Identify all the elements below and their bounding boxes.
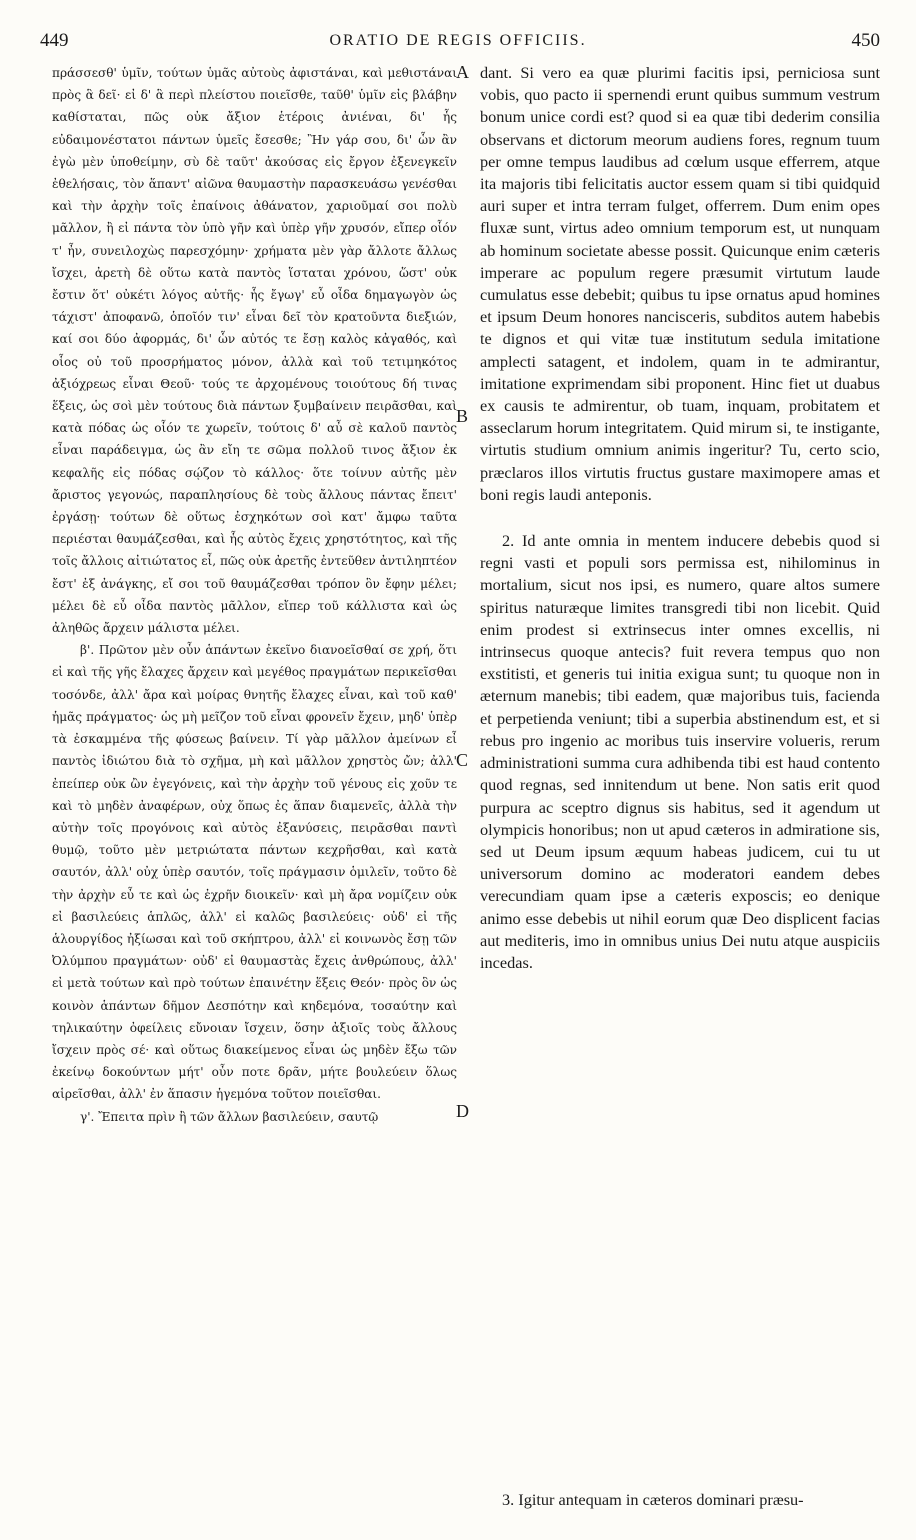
margin-marker-a: A [456, 62, 469, 82]
page-number-left: 449 [40, 30, 69, 51]
greek-column [52, 62, 457, 1128]
latin-column [480, 62, 880, 1509]
latin-paragraph-3: 3. Igitur antequam in cæteros dominari præsu- [502, 1490, 804, 1509]
greek-paragraph-3: γ'. Ἔπειτα πρὶν ἢ τῶν ἄλλων βασιλεύειν, σαυτῷ [80, 1109, 379, 1124]
page-header [0, 30, 916, 54]
margin-marker-d: D [456, 1101, 469, 1121]
margin-marker-c: C [456, 750, 469, 770]
greek-paragraph-1: πράσσεσθ' ὑμῖν, τούτων ὑμᾶς αὐτοὺς ἀφιστάναι, καὶ μεθιστάναι πρὸς ἃ δεῖ· εἰ δ' ἃ περὶ πλείστου ποιεῖσθε, ταῦθ' ὑμῖν εἰς βλάβην καθίσταται, πῶς οὐκ ἄξιον ἑτέροις ἀνιέναι, δι' ἧς εὐδαιμονέστατοι πάντων ὑμεῖς ἔσεσθε; Ἢν γάρ σου, δι' ὧν ἂν ἐγὼ μὲν ὑποθείμην, σὺ δὲ ταῦτ' ἀκούσας εἰς ἔργον ἐξενεγκεῖν ἐθελήσαις, τὸν ἅπαντ' αἰῶνα θαυμαστὴν παρασκευάσω γενέσθαι καὶ τὴν ἀρχὴν τοῖς ἐπαίνοις ἀθάνατον, χαριοῦμαί σοι πολὺ μᾶλλον, ἢ εἰ πάντα τὸν ὑπὸ γῆν καὶ ὑπὲρ γῆν χρυσόν, εἴπερ οἷόν τ' ἦν, συνειλοχὼς παρεσχόμην· χρήματα μὲν γὰρ ἄλλοτε ἄλλως ἴσχει, ἀρετὴ δὲ οὕτω κατὰ παντὸς ἵσταται χρόνου, ὥστ' οὐκ ἔστιν ὅτ' οὐκέτι λόγος αὐτῆς· ἧς ἔγωγ' εὖ οἶδα δημαγωγὸν ὡς τάχιστ' ἀποφανῶ, ὁποῖόν τιν' εἶναι δεῖ τὸν κρατοῦντα διεξιών, καί σοι δύο ἀφορμάς, δι' ὧν αὐτός τε ἔσῃ καλὸς κἀγαθός, καὶ οἷος οὐ τοῦ προσρήματος μόνον, ἀλλὰ καὶ τοῦ τετιμηκότος ἀξιόχρεως εἶναι Θεοῦ· τούς τε ἀρχομένους τοιούτους δή τινας ἕξεις, ὡς σοὶ μὲν τούτους διὰ πάντων ξυμβαίνειν πειρᾶσθαι, καὶ κατὰ πόδας ὡς οἷόν τε χωρεῖν, τούτοις δ' αὖ σὲ καλοῦ παντὸς εἶναι παράδειγμα, ὡς ἂν εἴη τε σῶμα πολλοῦ τινος ἄξιον ἐκ κεφαλῆς εἰς πόδας σῴζον τὸ κάλλος· ὅτε τοίνυν αὐτῆς μὲν ἄριστος γεγονώς, παραπλησίους δὲ τοὺς ἄλλους πάντας ἔπειτ' ἐργάσῃ· τούτων δὲ οὕτως ἐσχηκότων σοὶ κατ' ἄμφω ταῦτα περιέσται θαυμάζεσθαι, καὶ ἧς αὐτὸς ἔχεις χρηστότητος, καὶ τῆς τοῖς ἄλλοις αἰτιώτατος εἶ, πῶς οὐκ ἀρετῆς ἐντεῦθεν ἀντιληπτέον ἔστ' ἐξ ἀνάγκης, εἴ σοι τοῦ θαυμάζεσθαι τρόπον ὃν ἔφην μέλει; μέλει δὲ εὖ οἶδα παντὸς μᾶλλον, εἴπερ τοῦ κάλλιστα καὶ ὡς ἀληθῶς ἄρχειν μάλιστα μέλει. [52, 66, 457, 636]
margin-marker-b: B [456, 406, 469, 426]
paragraph-gap [480, 506, 880, 530]
latin-paragraph-2: 2. Id ante omnia in mentem inducere debebis quod si regni vasti et populi sors permissa est, nihilominus in mortalium, sicut nos ipsi, es numero, quare altos sumere spiritus naturæque limites transgredi tibi non licebit. Quid enim prodest si extrinsecus inter omnes excellis, ni intrinsecus quoque antecis? fuit revera tempus quo non exstitisti, et generis tui initia exigua sunt; tu quoque non in æternum manebis; tibi eadem, quæ majoribus tuis, facienda et perpetienda veniunt; tibi a superbia abstinendum est, et si rebus pro ingenio ac moribus tuis inservire volueris, rerum administrationi summa cura adhibenda tibi est haud contento quod regnas, sed innitendum ut bene. Non satis erit quod purpura ac sceptro dignus sis habitus, sed it agendum ut olympicis honoribus; non ut apud cæteros in admiratione sis, sed ut Deum ipsum æquum habeas judicem, cui tu ut universorum domino ac moderatori eandem debes verecundiam quam ipse a cæteris exposcis; eo denique animo esse debebis ut nihil eorum quæ Deo displicent facias aut mediteris, imo in omnibus unius Dei nutu atque auspiciis incedas. [480, 531, 880, 972]
latin-paragraph-1: dant. Si vero ea quæ plurimi facitis ipsi, perniciosa sunt vobis, quo pacto ii spernendi erunt quibus summum vestrum bonum unice cordi est? quod si ea quæ tibi dederim consilia observans et dictorum meorum audiens fores, regnum tuum per omne tempus laudibus ad cœlum usque efferrem, atque ita majoris tibi felicitatis auctor essem quam si tibi quidquid auri super et intra terram fulget, offerrem. Dum enim opes fluxæ sunt, virtus adeo omnium temporum est, ut nunquam ab hominum societate abesse possit. Quicunque enim cæteris imperare ac populum regere præsumit virtutum laude cumulatus esse debebit; quibus tu ipse ornatus apud homines et ipsum Deum honores nancisceris, subditos autem habebis te dignos et qui vitæ tuæ institutum sedula imitatione amplecti satagent, et indolem, quam in te admirantur, imitatione exprimendam sibi proponent. Hinc fiet ut duabus ex causis te admirentur, ob tuam, inquam, probitatem et asseclarum horum integritatem. Quid mirum si, te instigante, virtutis studium omnium animis ingeritur? Tu, certo scio, præclaros illos virtutis fructus gustare maximopere amas et boni regis laudi anteponis. [480, 63, 880, 504]
page-number-right: 450 [851, 30, 880, 51]
greek-paragraph-2: β'. Πρῶτον μὲν οὖν ἁπάντων ἐκεῖνο διανοεῖσθαί σε χρή, ὅτι εἰ καὶ τῆς γῆς ἔλαχες ἄρχειν καὶ μεγέθος πραγμάτων περικεῖσθαι τοσόνδε, ἀλλ' ἄρα καὶ μοίρας θνητῆς ἔλαχες εἶναι, καὶ τοῦ καθ' ἡμᾶς πράγματος· ὡς μὴ μεῖζον τοῦ εἶναι φρονεῖν ἔχειν, μηδ' ὑπὲρ τὰ ἐσκαμμένα τῆς φύσεως βαίνειν. Τί γὰρ μᾶλλον ἀμείνων εἶ παντὸς ἰδιώτου διὰ τὸ σχῆμα, μὴ καὶ μᾶλλον χρηστὸς ὤν; ἀλλ' ἐπείπερ οὐκ ὢν ἐγεγόνεις, καὶ τὴν ἀρχὴν τοῦ γένους εἰς χοῦν τε καὶ τὸ μηδὲν ἀναφέρων, οὐχ ὅπως ἐς ἅπαν διαμενεῖς, ἀλλὰ τὴν αὐτὴν τοῖς προγόνοις καὶ αὐτὸς ἐξανύσεις, πειρᾶσθαι παντὶ θυμῷ, τοῦτο μὲν μετριώτατα πάντων κεχρῆσθαι, καὶ κατὰ σαυτόν, ἀλλ' οὐχ ὑπὲρ σαυτόν, τοῖς πράγμασιν ὁμιλεῖν, τοῦτο δὲ τὴν ἀρχὴν εὖ τε καὶ ὡς ἐχρῆν διοικεῖν· καὶ μὴ ἄρα νομίζειν οὐκ εἰ βασιλεύεις ἁπλῶς, ἀλλ' εἰ καλῶς βασιλεύεις· οὐδ' εἰ τῆς ἁλουργίδος ἠξίωσαι καὶ τοῦ σκήπτρου, ἀλλ' εἰ κοινωνὸς ἔσῃ τῶν Ὀλύμπου πραγμάτων· οὐδ' εἰ θαυμαστὰς ἔχεις ἀνθρώπους, ἀλλ' εἰ μετὰ τούτων καὶ πρὸ τούτων ἐπαινέτην ἕξεις Θεόν· πρὸς ὃν ὡς κοινὸν ἁπάντων δῆμον Δεσπότην καὶ κηδεμόνα, τοσαύτην καὶ τηλικαύτην ὀφείλεις εὔνοιαν ἴσχειν, ὅσην ἀξιοῖς τοὺς ἄλλους ἴσχειν πρὸς σέ· καὶ οὕτως διακείμενος εἶναι ὡς μηδὲν ἔξω τῶν ἐκείνῳ δοκούντων μήτ' οὖν ποτε δρᾶν, μήτε βουλεύειν ὅλως αἱρεῖσθαι, ἀλλ' ἐν ἅπασιν ἡγεμόνα τοῦτον ποιεῖσθαι. [52, 643, 457, 1102]
running-title: ORATIO DE REGIS OFFICIIS. [329, 32, 587, 49]
